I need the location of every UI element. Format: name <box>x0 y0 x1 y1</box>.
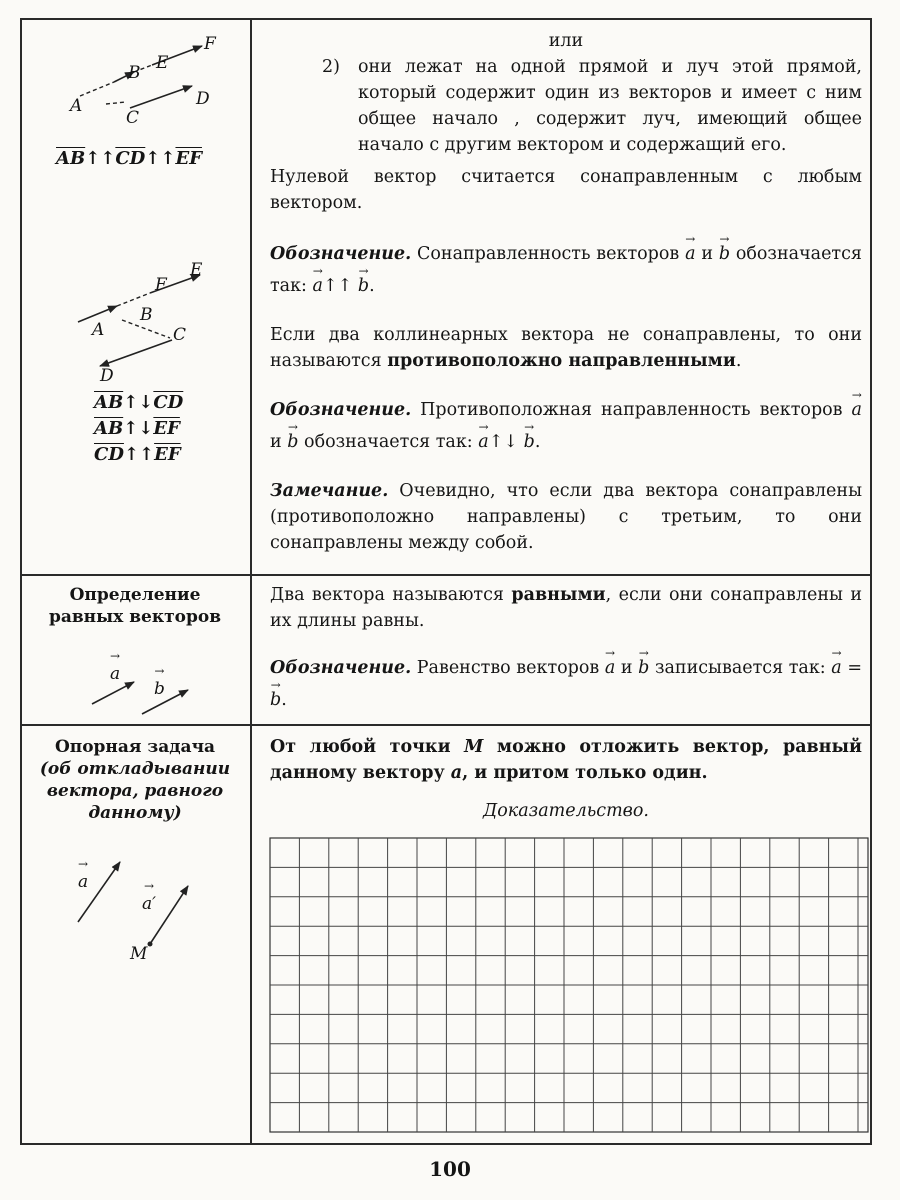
label-C-2: C <box>173 325 187 345</box>
figure-reference-problem <box>22 726 248 1143</box>
row-equal-vectors <box>22 576 870 726</box>
figure-column <box>22 20 252 574</box>
proof-label: Доказательство. <box>483 801 649 821</box>
label-b: → b <box>154 679 165 699</box>
relation-ab-ef: $\overline{AB}↑↓\overline{EF}$ <box>94 418 180 439</box>
label-C: C <box>126 108 140 128</box>
label-A: A <box>70 96 83 116</box>
label-a-3: → a <box>78 872 88 892</box>
reference-problem-statement: От любой точки M можно отложить вектор, равный данному вектору a, и притом только один. <box>270 737 863 783</box>
label-a-prime: → a′ <box>142 894 156 914</box>
label-D-2: D <box>100 366 114 386</box>
vector-cd <box>130 86 192 108</box>
figure-equal-vectors <box>22 576 248 726</box>
reference-problem-left <box>22 726 252 1143</box>
opposite-definition: Если два коллинеарных вектора не сонаправлены, то они называются противоположно направленными. <box>270 325 862 371</box>
relation-cd-ef: $\overline{CD}↑↑\overline{EF}$ <box>94 444 181 465</box>
vector-a-3 <box>78 862 120 922</box>
reference-problem-title: Опорная задача (об откладывании вектора, равного данному) <box>39 737 231 823</box>
page-number: 100 <box>429 1157 471 1181</box>
label-F-2: F <box>155 275 167 295</box>
label-F: F <box>204 34 216 54</box>
row-codirectional <box>22 20 870 576</box>
point-M <box>148 942 153 947</box>
remark: Замечание. Очевидно, что если два вектора сонаправлены (противоположно направлены) с третьим, то они сонаправлены между собой. <box>270 481 862 553</box>
label-a: → a <box>110 664 120 684</box>
designation-codirectional: Обозначение. Сонаправленность векторов → a и → b обозначается так: → a↑↑ → b. <box>270 238 862 302</box>
vector-cd-2 <box>100 340 172 366</box>
label-A-2: A <box>92 320 105 340</box>
null-vector-text: Нулевой вектор считается сонаправленным с любым вектором. <box>270 167 862 213</box>
page-frame <box>20 18 872 1145</box>
label-M: M <box>130 944 148 964</box>
label-B-2: B <box>140 305 153 325</box>
equal-vectors-definition: Два вектора называются равными, если они сонаправлены и их длины равны. <box>270 585 862 631</box>
row-reference-problem <box>22 726 870 1143</box>
label-E: E <box>156 53 169 73</box>
word-ili: или <box>548 31 584 51</box>
equal-vectors-text <box>252 576 870 724</box>
relation-ab-cd-ef: $\overline{AB}↑↑\overline{CD}↑↑\overline{EF}$ <box>56 148 202 169</box>
reference-problem-text <box>252 726 870 1143</box>
text-column <box>252 20 870 574</box>
designation-opposite: Обозначение. Противоположная направленность векторов → a и → b обозначается так: → a↑↓ → b. <box>270 394 862 458</box>
equal-vectors-title: Определение равных векторов <box>48 585 222 627</box>
item-2: 2) они лежат на одной прямой и луч этой прямой, который содержит один из векторов и имеет с ним общее начало , содержит луч, имеющий общее начало с другим вектором и содержащий его. <box>270 54 862 158</box>
figure-opposite-vectors <box>22 245 248 405</box>
label-E-2: E <box>190 260 203 280</box>
proof-grid <box>270 838 868 1132</box>
equal-vectors-designation: Обозначение. Равенство векторов → a и → b записывается так: → a = → b. <box>270 652 862 716</box>
item-2-text: они лежат на одной прямой и луч этой прямой, который содержит один из векторов и имеет с ним общее начало , содержит луч, имеющий общее начало с другим вектором и содержащий его. <box>358 57 862 155</box>
vector-a <box>92 682 134 704</box>
equal-vectors-left <box>22 576 252 724</box>
relation-ab-cd: $\overline{AB}↑↓\overline{CD}$ <box>94 392 184 413</box>
label-B: B <box>128 63 141 83</box>
label-D: D <box>196 89 210 109</box>
vector-b <box>142 690 188 714</box>
